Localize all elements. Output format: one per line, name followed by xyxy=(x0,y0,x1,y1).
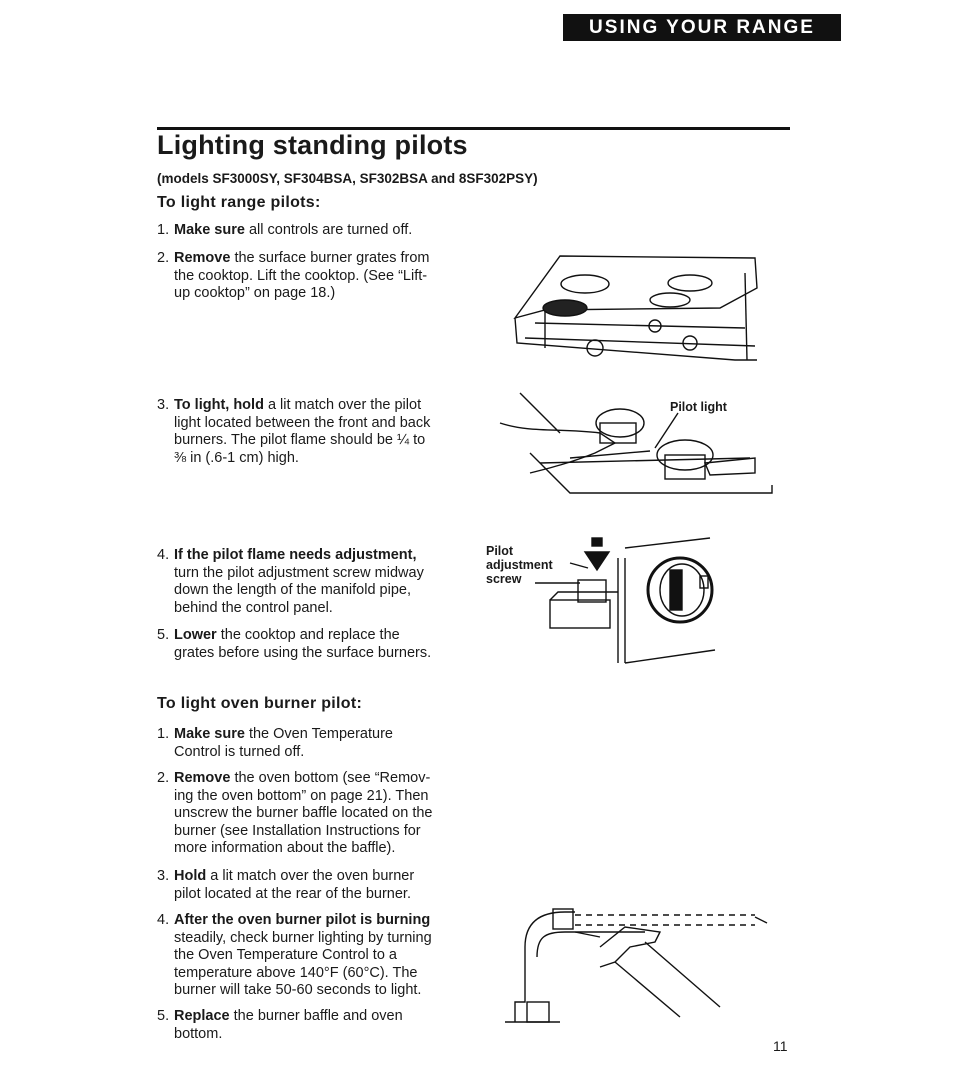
step-text: behind the control panel. xyxy=(174,599,333,616)
pilot-adjust-label-3: screw xyxy=(486,572,522,586)
step-text: the cooktop. Lift the cooktop. (See “Lift- xyxy=(174,267,428,284)
step-text: the surface burner grates from xyxy=(234,250,430,266)
step-text: the Oven Temperature Control to a xyxy=(174,947,397,963)
step-text: a lit match over the oven burner xyxy=(210,868,415,884)
range-step-3 xyxy=(157,397,477,469)
page-title: Lighting standing pilots xyxy=(157,130,468,160)
oven-step-3 xyxy=(157,868,477,904)
step-text: down the length of the manifold pipe, xyxy=(174,582,411,598)
step-text: a lit match over the pilot xyxy=(267,397,422,413)
step-text: pilot located at the rear of the burner. xyxy=(174,885,411,902)
oven-step-5 xyxy=(157,1008,477,1044)
step-bold: Replace xyxy=(174,1008,230,1024)
step-text: more information about the baffle). xyxy=(174,840,396,856)
range-step-2 xyxy=(157,250,477,304)
lifted-cooktop-illustration xyxy=(505,248,765,373)
step-number: 2. xyxy=(157,250,170,266)
section-header-bar xyxy=(563,14,841,41)
step-text: burners. The pilot flame should be ¼ to xyxy=(174,432,426,448)
range-step-1 xyxy=(157,222,477,240)
step-number: 4. xyxy=(157,547,170,563)
step-number: 2. xyxy=(157,770,170,786)
range-pilots-heading: To light range pilots: xyxy=(157,194,321,211)
step-number: 3. xyxy=(157,397,170,413)
step-text: turn the pilot adjustment screw midway xyxy=(174,564,424,581)
step-bold: Lower xyxy=(174,627,217,643)
oven-step-1 xyxy=(157,726,477,762)
step-text: burner will take 50-60 seconds to light. xyxy=(174,982,422,998)
step-number: 4. xyxy=(157,912,170,928)
step-text: ing the oven bottom” on page 21). Then xyxy=(174,787,429,804)
step-text: up cooktop” on page 18.) xyxy=(174,285,336,301)
step-bold: If the pilot flame needs adjustment, xyxy=(174,547,417,563)
range-step-5 xyxy=(157,627,477,663)
page-number: 11 xyxy=(773,1038,788,1054)
step-bold: Make sure xyxy=(174,222,245,238)
step-text: light located between the front and back xyxy=(174,414,431,431)
pilot-light-label: Pilot light xyxy=(670,400,727,414)
models-subtitle: (models SF3000SY, SF304BSA, SF302BSA and 8SF302PSY) xyxy=(157,171,538,186)
step-number: 5. xyxy=(157,627,170,643)
pilot-adjust-label-2: adjustment xyxy=(486,558,553,572)
section-header-label: USING YOUR RANGE xyxy=(589,16,815,38)
step-number: 1. xyxy=(157,726,170,742)
step-number: 5. xyxy=(157,1008,170,1024)
step-bold: Remove xyxy=(174,770,231,786)
step-text: steadily, check burner lighting by turning xyxy=(174,929,432,946)
step-text: burner (see Installation Instructions for xyxy=(174,822,421,839)
step-number: 1. xyxy=(157,222,170,238)
step-text: the cooktop and replace the xyxy=(220,627,400,643)
oven-step-2 xyxy=(157,770,477,860)
step-text: the burner baffle and oven xyxy=(233,1008,403,1024)
step-text: ⅜ in (.6-1 cm) high. xyxy=(174,449,299,466)
step-text: unscrew the burner baffle located on the xyxy=(174,805,433,821)
step-text: temperature above 140°F (60°C). The xyxy=(174,964,418,981)
step-bold: After the oven burner pilot is burning xyxy=(174,912,431,928)
step-text: all controls are turned off. xyxy=(248,222,413,238)
step-text: grates before using the surface burners. xyxy=(174,644,432,661)
oven-step-4 xyxy=(157,912,477,1002)
step-text: Control is turned off. xyxy=(174,743,305,760)
step-bold: Remove xyxy=(174,250,231,266)
step-bold: Hold xyxy=(174,868,207,884)
lighting-pilot-illustration xyxy=(500,393,775,513)
step-text: the oven bottom (see “Remov- xyxy=(234,770,431,786)
step-bold: Make sure xyxy=(174,726,245,742)
range-step-4 xyxy=(157,547,477,619)
pilot-adjustment-screw-illustration xyxy=(530,538,720,666)
pilot-adjust-label-1: Pilot xyxy=(486,544,514,558)
step-number: 3. xyxy=(157,868,170,884)
step-text: the Oven Temperature xyxy=(248,726,393,742)
step-bold: To light, hold xyxy=(174,397,264,413)
oven-pilot-heading: To light oven burner pilot: xyxy=(157,695,363,712)
oven-burner-pilot-illustration xyxy=(505,907,775,1027)
step-text: bottom. xyxy=(174,1025,223,1042)
